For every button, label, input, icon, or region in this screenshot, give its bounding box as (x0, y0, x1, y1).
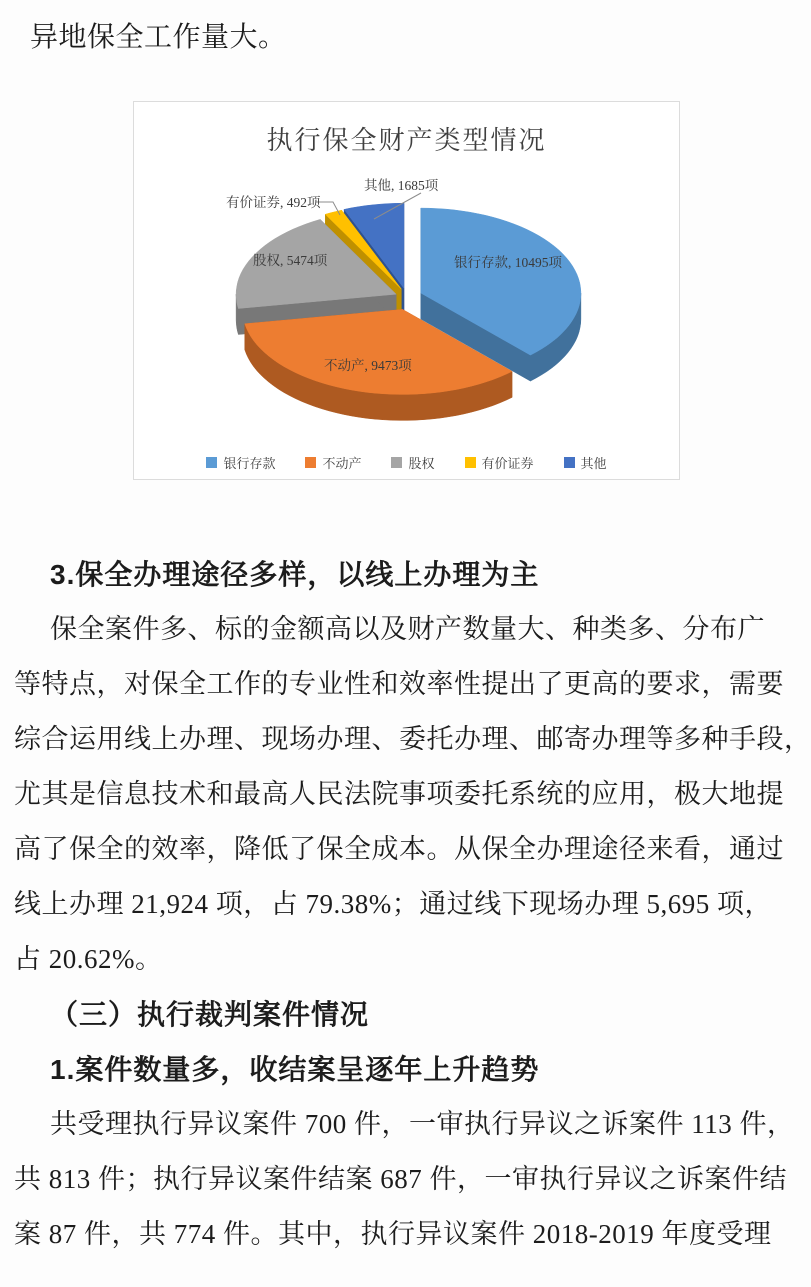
paragraph-line: 共 813 件；执行异议案件结案 687 件，一审执行异议之诉案件结 (14, 1164, 787, 1194)
paragraph-line: 尤其是信息技术和最高人民法院事项委托系统的应用，极大地提 (14, 779, 784, 809)
legend-swatch-real-estate (305, 457, 316, 468)
paragraph-line: 保全案件多、标的金额高以及财产数量大、种类多、分布广 (50, 614, 765, 644)
legend-swatch-equity (391, 457, 402, 468)
legend-item-equity (391, 453, 434, 472)
legend-swatch-other (564, 457, 575, 468)
paragraph-line: 线上办理 21,924 项，占 79.38%；通过线下现场办理 5,695 项， (14, 889, 772, 919)
legend-label-securities: 有价证券 (481, 456, 534, 471)
legend-item-securities (465, 453, 534, 472)
legend-item-real-estate (305, 453, 361, 472)
legend-label-real-estate: 不动产 (322, 456, 362, 471)
chart-legend (134, 453, 679, 472)
pie-label-other: 其他, 1685项 (364, 178, 439, 193)
pie-label-equity: 股权, 5474项 (253, 253, 328, 268)
legend-item-other (564, 453, 607, 472)
legend-label-other: 其他 (580, 456, 607, 471)
legend-item-bank-deposits (206, 453, 275, 472)
pie-slices (236, 203, 581, 420)
legend-label-equity: 股权 (408, 456, 435, 471)
chart-title: 执行保全财产类型情况 (266, 126, 547, 155)
paragraph-line: 占 20.62%。 (14, 944, 163, 974)
paragraph-line: 综合运用线上办理、现场办理、委托办理、邮寄办理等多种手段， (14, 724, 811, 754)
heading-section-3: 3.保全办理途径多样，以线上办理为主 (50, 559, 540, 590)
pie-label-securities: 有价证券, 492项 (226, 195, 321, 210)
intro-line: 异地保全工作量大。 (30, 22, 287, 53)
pie-label-real-estate: 不动产, 9473项 (324, 358, 412, 373)
pie-label-bank-deposits: 银行存款, 10495项 (454, 255, 562, 270)
legend-label-bank-deposits: 银行存款 (223, 456, 276, 471)
paragraph-line: 共受理执行异议案件 700 件，一审执行异议之诉案件 113 件， (50, 1109, 795, 1139)
chart-frame (133, 101, 680, 480)
heading-section-c3: （三）执行裁判案件情况 (50, 999, 370, 1030)
paragraph-line: 案 87 件，共 774 件。其中，执行异议案件 2018-2019 年度受理 (14, 1219, 772, 1249)
body-text (14, 547, 811, 1262)
paragraph-line: 高了保全的效率，降低了保全成本。从保全办理途径来看，通过 (14, 834, 784, 864)
pie-chart (134, 102, 679, 451)
legend-swatch-securities (465, 457, 476, 468)
legend-swatch-bank-deposits (206, 457, 217, 468)
paragraph-line: 等特点，对保全工作的专业性和效率性提出了更高的要求，需要 (14, 669, 784, 699)
heading-section-1: 1.案件数量多，收结案呈逐年上升趋势 (50, 1054, 540, 1085)
